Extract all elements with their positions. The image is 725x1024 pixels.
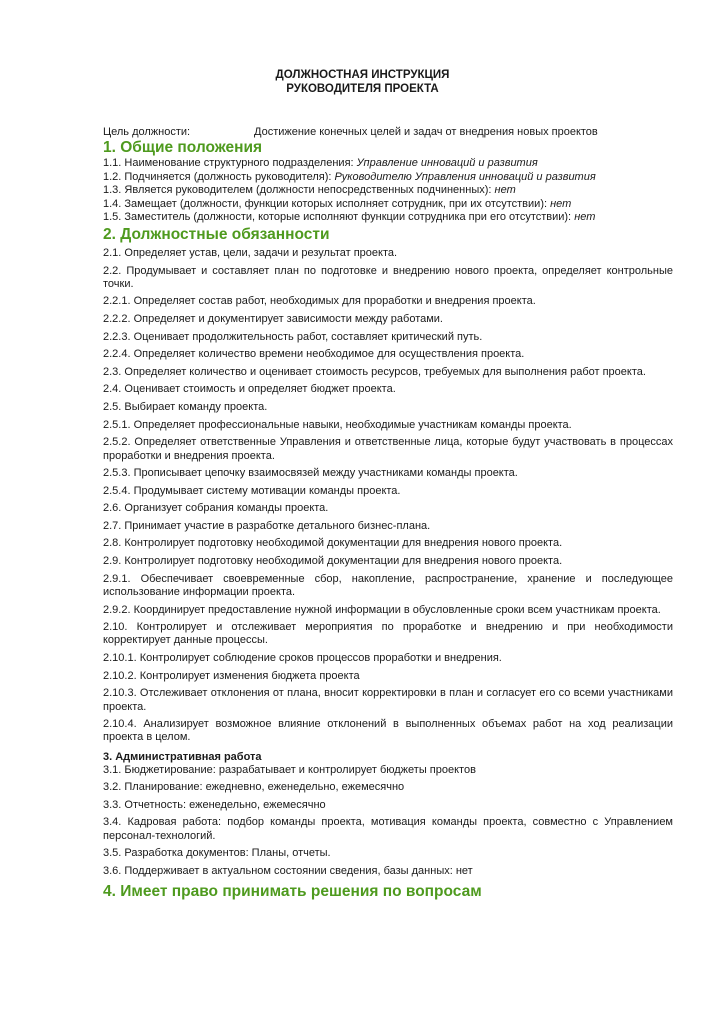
section-2-item: 2.9.1. Обеспечивает своевременные сбор, накопление, распространение, хранение и последующее использование информации проекта. (103, 572, 673, 598)
item-value: нет (574, 211, 596, 224)
section-4-heading: 4. Имеет право принимать решения по вопросам (103, 883, 482, 901)
section-3-item: 3.5. Разработка документов: Планы, отчеты. (103, 847, 331, 860)
title-line-2: РУКОВОДИТЕЛЯ ПРОЕКТА (286, 83, 439, 95)
section-2-item: 2.7. Принимает участие в разработке детального бизнес-плана. (103, 519, 431, 532)
section-3-item: 3.4. Кадровая работа: подбор команды проекта, мотивация команды проекта, совместно с Управлением персонал-технологий. (103, 816, 673, 842)
section-3-heading: 3. Административная работа (103, 750, 262, 763)
goal-row (103, 125, 673, 139)
item-text: 1.2. Подчиняется (должность руководителя): (103, 170, 335, 183)
section-1-item (103, 157, 673, 171)
document-title (0, 68, 725, 96)
section-1-item (103, 211, 673, 225)
section-2-item: 2.10.4. Анализирует возможное влияние отклонений в выполненных объемах работ на ход реализации проекта в целом. (103, 718, 673, 744)
section-2-item: 2.9.2. Координирует предоставление нужной информации в обусловленные сроки всем участникам проекта. (103, 603, 661, 616)
section-2-item: 2.3. Определяет количество и оценивает стоимость ресурсов, требуемых для выполнения работ проекта. (103, 365, 646, 378)
section-2-heading: 2. Должностные обязанности (103, 225, 330, 243)
section-2-item: 2.5.2. Определяет ответственные Управления и ответственные лица, которые будут участвовать в процессах проработки и внедрения проекта. (103, 436, 673, 462)
item-text: 1.5. Заместитель (должности, которые исполняют функции сотрудника при его отсутствии): (103, 211, 575, 224)
section-2-item: 2.8. Контролирует подготовку необходимой документации для внедрения нового проекта. (103, 537, 563, 550)
section-2-item: 2.10.2. Контролирует изменения бюджета проекта (103, 669, 360, 682)
section-2-item: 2.5.3. Прописывает цепочку взаимосвязей между участниками команды проекта. (103, 467, 518, 480)
section-2-item: 2.1. Определяет устав, цели, задачи и результат проекта. (103, 246, 398, 259)
title-line-1: ДОЛЖНОСТНАЯ ИНСТРУКЦИЯ (275, 69, 450, 81)
section-3-item: 3.6. Поддерживает в актуальном состоянии сведения, базы данных: нет (103, 864, 473, 877)
section-2-list (103, 247, 673, 745)
section-2-item: 2.2. Продумывает и составляет план по подготовке и внедрению нового проекта, определяет контрольные точки. (103, 264, 673, 290)
section-2-item: 2.5.4. Продумывает систему мотивации команды проекта. (103, 484, 401, 497)
section-2-item: 2.5. Выбирает команду проекта. (103, 401, 268, 414)
item-value: нет (550, 197, 572, 210)
section-2-item: 2.4. Оценивает стоимость и определяет бюджет проекта. (103, 383, 396, 396)
section-2-item: 2.5.1. Определяет профессиональные навыки, необходимые участникам команды проекта. (103, 418, 572, 431)
section-2-item: 2.6. Организует собрания команды проекта. (103, 502, 329, 515)
item-value: Руководителю Управления инноваций и развития (334, 170, 596, 183)
section-2-item: 2.2.2. Определяет и документирует зависимости между работами. (103, 313, 443, 326)
section-2-item: 2.9. Контролирует подготовку необходимой документации для внедрения нового проекта. (103, 555, 563, 568)
section-3-item: 3.3. Отчетность: еженедельно, ежемесячно (103, 798, 326, 811)
goal-value: Достижение конечных целей и задач от внедрения новых проектов (254, 126, 598, 138)
section-1-list (103, 157, 673, 225)
section-2-item: 2.10.3. Отслеживает отклонения от плана, вносит корректировки в план и согласует его со всеми участниками проекта. (103, 687, 673, 713)
section-2-item: 2.2.1. Определяет состав работ, необходимых для проработки и внедрения проекта. (103, 295, 536, 308)
item-text: 1.3. Является руководителем (должности непосредственных подчиненных): (103, 184, 495, 197)
section-1-heading: 1. Общие положения (103, 139, 263, 156)
section-3-item: 3.1. Бюджетирование: разрабатывает и контролирует бюджеты проектов (103, 763, 476, 776)
section-3-list (103, 764, 673, 879)
section-2-item: 2.10.1. Контролирует соблюдение сроков процессов проработки и внедрения. (103, 652, 502, 665)
section-1-item (103, 184, 673, 198)
goal-label: Цель должности: (103, 126, 191, 138)
section-2-item: 2.2.3. Оценивает продолжительность работ, составляет критический путь. (103, 330, 483, 343)
item-text: 1.1. Наименование структурного подразделения: (103, 157, 357, 169)
section-1-item (103, 171, 673, 185)
section-2-item: 2.10. Контролирует и отслеживает мероприятия по проработке и внедрению и при необходимости корректирует данные процессы. (103, 621, 673, 647)
section-3-item: 3.2. Планирование: ежедневно, еженедельно, ежемесячно (103, 781, 405, 794)
item-value: Управление инноваций и развития (356, 157, 538, 169)
section-1-item (103, 198, 673, 212)
item-value: нет (494, 184, 516, 197)
section-2-item: 2.2.4. Определяет количество времени необходимое для осуществления проекта. (103, 348, 525, 361)
item-text: 1.4. Замещает (должности, функции которых исполняет сотрудник, при их отсутствии): (103, 197, 551, 210)
document-body (103, 125, 673, 901)
